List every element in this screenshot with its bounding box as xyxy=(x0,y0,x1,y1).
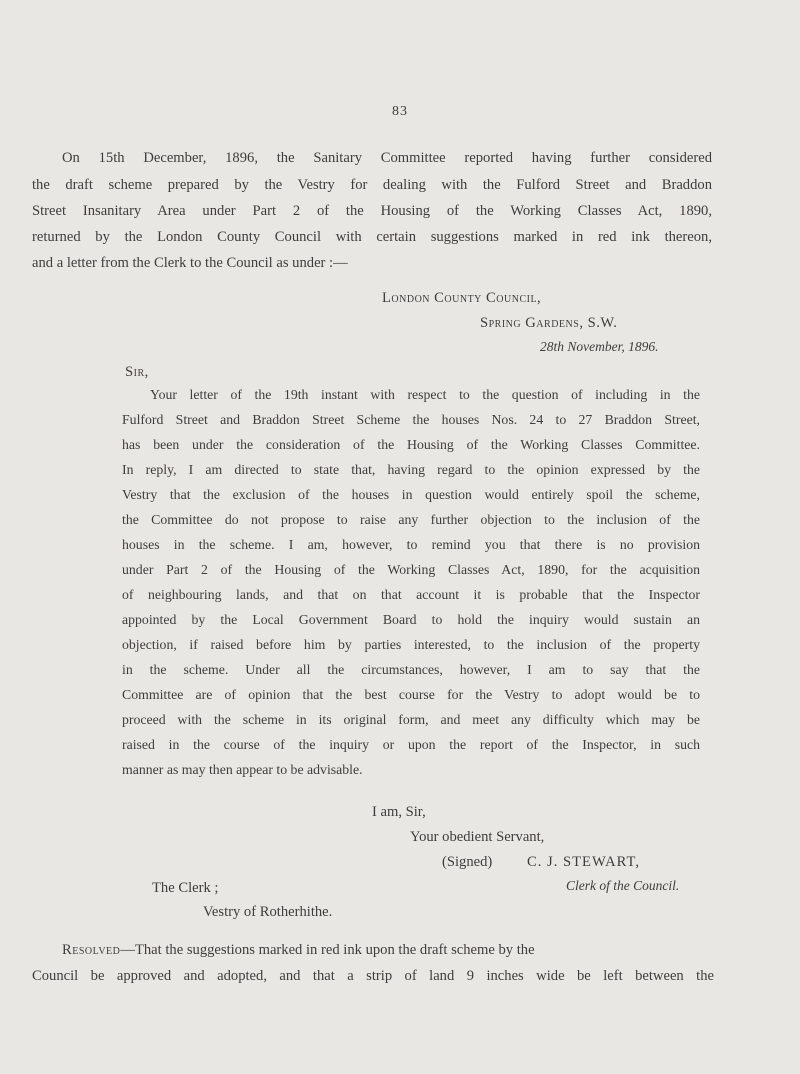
intro-line: and a letter from the Clerk to the Council as under :— xyxy=(32,255,348,271)
letter-body-line: In reply, I am directed to state that, having regard to the opinion expressed by the xyxy=(122,462,700,477)
letter-body-line: the Committee do not propose to raise any further objection to the inclusion of the xyxy=(122,512,700,527)
resolution-line: Council be approved and adopted, and that a strip of land 9 inches wide be left between the xyxy=(32,968,714,984)
letter-sender: London County Council, xyxy=(382,290,542,306)
letter-date: 28th November, 1896. xyxy=(540,339,659,354)
signer-title: Clerk of the Council. xyxy=(566,878,680,893)
letter-body-line: houses in the scheme. I am, however, to remind you that there is no provision xyxy=(122,537,700,552)
letter-salutation: Sir, xyxy=(125,364,149,380)
recipient-organization: Vestry of Rotherhithe. xyxy=(203,904,333,920)
letter-body-line: Your letter of the 19th instant with respect to the question of including in the xyxy=(150,387,700,402)
resolved-label: Resolved xyxy=(62,942,121,958)
resolution-line xyxy=(62,940,712,960)
letter-body-line: Fulford Street and Braddon Street Scheme the houses Nos. 24 to 27 Braddon Street, xyxy=(122,412,700,427)
signed-label: (Signed) xyxy=(442,854,493,870)
page-number: 83 xyxy=(392,104,408,119)
signature-name: C. J. STEWART, xyxy=(527,854,640,870)
letter-body-line: of neighbouring lands, and that on that account it is probable that the Inspector xyxy=(122,587,700,602)
letter-body-line: has been under the consideration of the Housing of the Working Classes Committee. xyxy=(122,437,700,452)
intro-line: Street Insanitary Area under Part 2 of the Housing of the Working Classes Act, 1890, xyxy=(32,203,712,219)
letter-address: Spring Gardens, S.W. xyxy=(480,315,618,331)
letter-body-line: under Part 2 of the Housing of the Working Classes Act, 1890, for the acquisition xyxy=(122,562,700,577)
intro-line: the draft scheme prepared by the Vestry for dealing with the Fulford Street and Braddon xyxy=(32,177,712,193)
letter-recipient: The Clerk ; xyxy=(152,880,219,896)
intro-line: returned by the London County Council with certain suggestions marked in red ink thereon, xyxy=(32,229,712,245)
letter-body-line: raised in the course of the inquiry or upon the report of the Inspector, in such xyxy=(122,737,700,752)
letter-body-line: Vestry that the exclusion of the houses in question would entirely spoil the scheme, xyxy=(122,487,700,502)
intro-line: On 15th December, 1896, the Sanitary Committee reported having further considered xyxy=(62,150,712,166)
letter-closing: I am, Sir, xyxy=(372,804,426,820)
letter-body-line: manner as may then appear to be advisable. xyxy=(122,762,363,777)
letter-body-line: objection, if raised before him by parties interested, to the inclusion of the property xyxy=(122,637,700,652)
resolution-text: —That the suggestions marked in red ink upon the draft scheme by the xyxy=(120,942,535,958)
letter-body-line: proceed with the scheme in its original form, and meet any difficulty which may be xyxy=(122,712,700,727)
letter-body-line: Committee are of opinion that the best course for the Vestry to adopt would be to xyxy=(122,687,700,702)
letter-closing: Your obedient Servant, xyxy=(410,829,545,845)
letter-body-line: appointed by the Local Government Board to hold the inquiry would sustain an xyxy=(122,612,700,627)
letter-body-line: in the scheme. Under all the circumstances, however, I am to say that the xyxy=(122,662,700,677)
